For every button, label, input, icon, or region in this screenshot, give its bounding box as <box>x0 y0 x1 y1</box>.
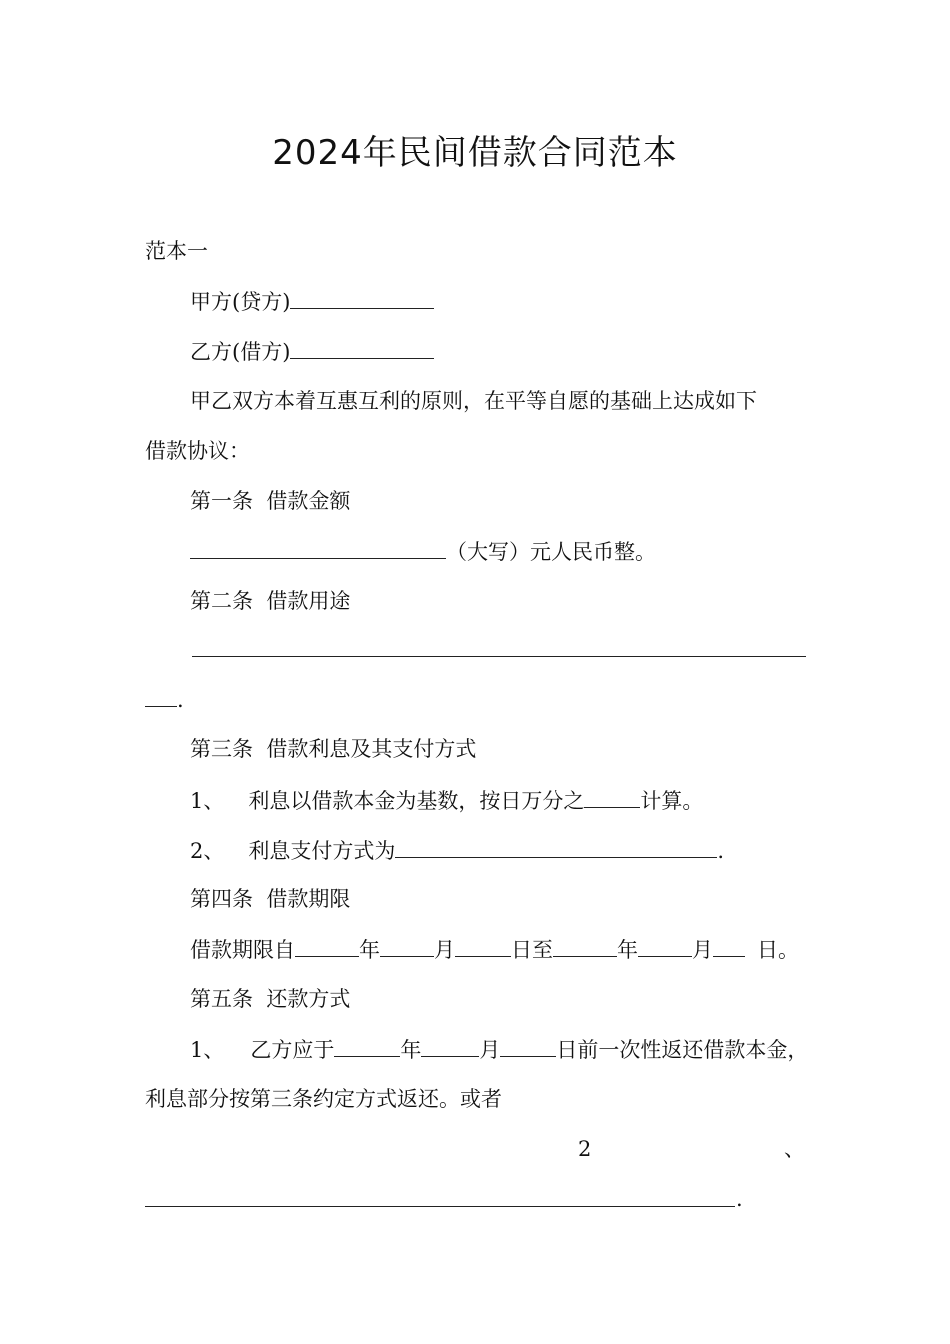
item-number: 1、 <box>190 789 225 813</box>
article-5-title: 第五条 还款方式 <box>190 987 351 1011</box>
intro-line-1: 甲乙双方本着互惠互利的原则，在平等自愿的基础上达成如下 <box>190 389 757 413</box>
alternative-repay-blank[interactable] <box>145 1206 735 1207</box>
start-month-blank[interactable] <box>380 934 434 957</box>
end-month-blank[interactable] <box>638 934 692 957</box>
article-5-item-1 <box>190 1034 808 1065</box>
party-b-blank[interactable] <box>290 336 434 359</box>
purpose-blank-tail[interactable] <box>145 684 177 707</box>
party-a-blank[interactable] <box>290 286 434 309</box>
purpose-blank-continued <box>145 684 184 715</box>
repay-month-blank[interactable] <box>421 1034 479 1057</box>
day-to-label: 日至 <box>511 938 553 962</box>
month-label: 月 <box>692 938 713 962</box>
month-label: 月 <box>434 938 455 962</box>
year-label: 年 <box>359 938 380 962</box>
start-day-blank[interactable] <box>455 934 511 957</box>
year-label: 年 <box>617 938 638 962</box>
item-number: 2、 <box>190 839 225 863</box>
payment-method-text: 利息支付方式为 <box>248 839 396 863</box>
repay-day-blank[interactable] <box>500 1034 556 1057</box>
intro-line-2: 借款协议： <box>145 439 250 463</box>
party-b-label: 乙方(借方) <box>190 340 291 364</box>
article-1-amount-line <box>190 536 656 567</box>
item-separator: 、 <box>784 1137 805 1161</box>
end-year-blank[interactable] <box>553 934 617 957</box>
party-b-line <box>190 336 434 367</box>
day-end-label: 日。 <box>757 938 799 962</box>
end-day-blank[interactable] <box>713 934 745 957</box>
party-a-label: 甲方(贷方) <box>190 290 291 314</box>
year-label: 年 <box>400 1038 422 1062</box>
repay-year-blank[interactable] <box>334 1034 400 1057</box>
article-4-term-line <box>190 934 799 965</box>
item-number: 1、 <box>190 1038 225 1062</box>
article-3-title: 第三条 借款利息及其支付方式 <box>190 737 477 761</box>
article-3-item-1 <box>190 785 703 816</box>
article-3-item-2 <box>190 835 724 866</box>
party-a-line <box>190 286 434 317</box>
article-1-title: 第一条 借款金额 <box>190 489 351 513</box>
article-5-line-2: 利息部分按第三条约定方式返还。或者 <box>145 1087 502 1111</box>
item-number: 2 <box>578 1137 592 1161</box>
payment-method-blank[interactable] <box>395 835 717 858</box>
month-label: 月 <box>479 1038 501 1062</box>
term-text: 借款期限自 <box>190 938 295 962</box>
page-title: 2024年民间借款合同范本 <box>272 133 678 173</box>
section-label: 范本一 <box>145 239 208 263</box>
repay-text-end: 日前一次性返还借款本金， <box>556 1038 809 1062</box>
payment-method-end: . <box>717 839 725 863</box>
purpose-blank[interactable] <box>192 656 806 657</box>
amount-text: （大写）元人民币整。 <box>446 540 656 564</box>
amount-blank[interactable] <box>190 536 446 559</box>
interest-rate-blank[interactable] <box>584 785 640 808</box>
alternative-repay-end: . <box>736 1187 743 1211</box>
interest-text-end: 计算。 <box>640 789 704 813</box>
article-2-title: 第二条 借款用途 <box>190 589 351 613</box>
repay-text: 乙方应于 <box>250 1038 335 1062</box>
purpose-end: . <box>177 688 184 712</box>
start-year-blank[interactable] <box>295 934 359 957</box>
interest-text: 利息以借款本金为基数，按日万分之 <box>248 789 585 813</box>
article-4-title: 第四条 借款期限 <box>190 887 351 911</box>
